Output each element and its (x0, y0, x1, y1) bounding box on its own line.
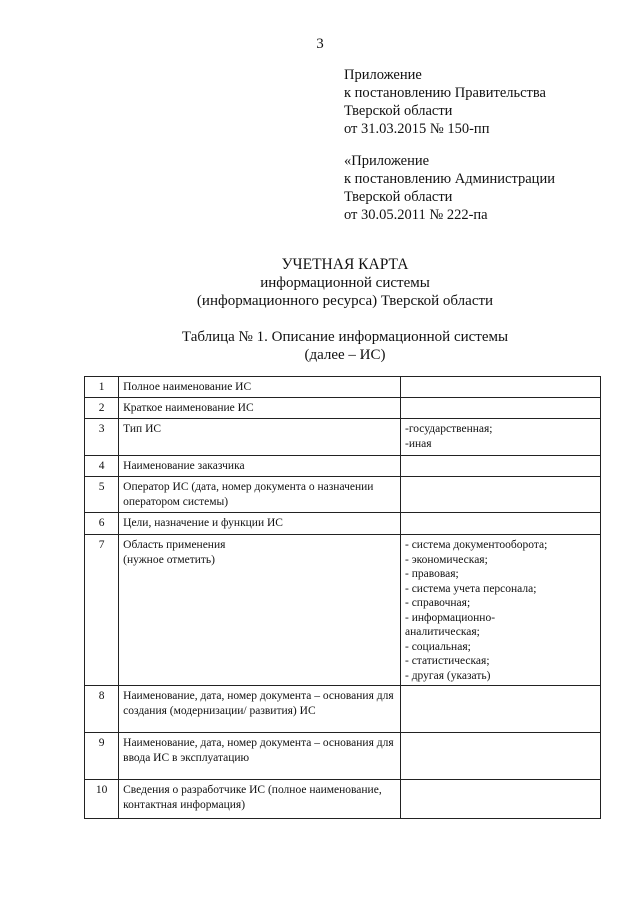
appendix-line: от 31.03.2015 № 150-пп (344, 121, 490, 137)
row-label-text: Наименование заказчика (123, 460, 245, 472)
appendix-line: Тверской области (344, 189, 453, 205)
table-row (85, 513, 601, 535)
row-label (119, 398, 401, 419)
appendix-line: к постановлению Администрации (344, 171, 555, 187)
table-row (85, 477, 601, 513)
row-number: 7 (85, 535, 119, 686)
value-option: - экономическая; (405, 553, 488, 566)
row-label-text: Сведения о разработчике ИС (полное наименование, контактная информация) (123, 784, 382, 811)
row-label (119, 686, 401, 733)
row-value-field[interactable] (401, 477, 601, 513)
row-value-field[interactable] (401, 377, 601, 398)
value-option: аналитическая; (405, 626, 480, 638)
row-value-field[interactable] (401, 419, 601, 456)
row-value-field[interactable] (401, 456, 601, 477)
table-caption (0, 328, 640, 364)
table-caption-line: Таблица № 1. Описание информационной системы (181, 329, 509, 345)
row-label (119, 456, 401, 477)
row-label-text: Краткое наименование ИС (123, 402, 254, 414)
appendix-line: Приложение (344, 67, 422, 83)
row-number: 8 (85, 686, 119, 733)
value-option: - система документооборота; (405, 539, 548, 551)
table-row (85, 780, 601, 819)
table-row (85, 377, 601, 398)
row-label (119, 419, 401, 456)
appendix-original-block (344, 152, 555, 224)
table-row (85, 535, 601, 686)
row-value-field[interactable] (401, 686, 601, 733)
table-row (85, 456, 601, 477)
row-number: 3 (85, 419, 119, 456)
value-option: - система учета персонала; (405, 582, 537, 595)
card-title (0, 256, 640, 310)
table-row (85, 686, 601, 733)
card-title-line: (информационного ресурса) Тверской области (196, 293, 494, 309)
row-label-text: Область применения (123, 539, 226, 551)
row-value-field[interactable] (401, 780, 601, 819)
row-value-field[interactable] (401, 535, 601, 686)
card-title-line: информационной системы (260, 275, 430, 291)
row-value-field[interactable] (401, 733, 601, 780)
value-option: -государственная; (405, 423, 493, 435)
row-label-text: Тип ИС (123, 423, 162, 435)
appendix-line: «Приложение (344, 153, 430, 169)
row-label (119, 477, 401, 513)
value-option: - информационно- (405, 611, 496, 624)
value-option: - статистическая; (405, 655, 490, 667)
appendix-line: к постановлению Правительства (344, 85, 546, 101)
row-label (119, 535, 401, 686)
row-label (119, 513, 401, 535)
row-label-text: Цели, назначение и функции ИС (123, 517, 283, 529)
row-number: 1 (85, 377, 119, 398)
value-option: - социальная; (405, 640, 471, 653)
row-number: 5 (85, 477, 119, 513)
row-label (119, 733, 401, 780)
value-option: -иная (405, 437, 432, 450)
info-system-table (84, 376, 601, 819)
row-label-text: Полное наименование ИС (123, 381, 252, 393)
row-number: 2 (85, 398, 119, 419)
row-value-field[interactable] (401, 513, 601, 535)
row-label (119, 377, 401, 398)
row-value-field[interactable] (401, 398, 601, 419)
row-number: 9 (85, 733, 119, 780)
row-number: 4 (85, 456, 119, 477)
table-row (85, 398, 601, 419)
table-row (85, 733, 601, 780)
appendix-current-block (344, 66, 546, 138)
row-number: 6 (85, 513, 119, 535)
page-number: 3 (316, 36, 324, 52)
value-option: - правовая; (405, 568, 459, 580)
table-row (85, 419, 601, 456)
row-label (119, 780, 401, 819)
value-option: - другая (указать) (405, 669, 491, 682)
row-label-text: Наименование, дата, номер документа – основания для создания (модернизации/ развития) ИС (123, 690, 394, 717)
row-number: 10 (85, 780, 119, 819)
table-caption-line: (далее – ИС) (304, 347, 386, 363)
row-label-note: (нужное отметить) (123, 553, 215, 566)
appendix-line: от 30.05.2011 № 222-па (344, 207, 488, 223)
appendix-line: Тверской области (344, 103, 453, 119)
value-option: - справочная; (405, 597, 471, 609)
card-title-line: УЧЕТНАЯ КАРТА (281, 256, 409, 273)
row-label-text: Оператор ИС (дата, номер документа о назначении оператором системы) (123, 481, 374, 508)
row-label-text: Наименование, дата, номер документа – основания для ввода ИС в эксплуатацию (123, 737, 394, 764)
